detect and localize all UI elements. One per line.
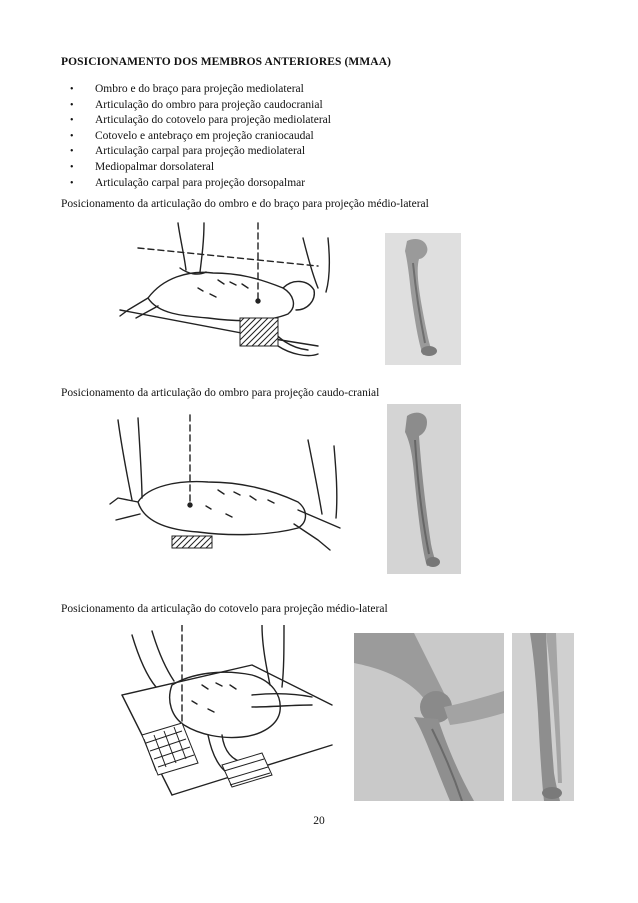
elbow-lateral-radiograph xyxy=(354,633,504,801)
bullet: • xyxy=(70,84,74,95)
list-item xyxy=(70,98,331,114)
list-item xyxy=(70,144,331,160)
elbow-lateral-positioning-drawing xyxy=(112,625,334,803)
shoulder-lateral-positioning-drawing xyxy=(118,218,338,368)
bullet: • xyxy=(70,161,74,173)
caption-elbow-mediolateral: Posicionamento da articulação do cotovelo para projeção médio-lateral xyxy=(61,603,388,615)
list-item xyxy=(70,82,331,98)
list-item-text: Articulação do cotovelo para projeção mediolateral xyxy=(95,114,331,127)
list-item xyxy=(70,113,331,129)
list-item-text: Articulação do ombro para projeção caudocranial xyxy=(95,98,323,111)
list-item-text: Articulação carpal para projeção mediolateral xyxy=(95,145,306,158)
bullet: • xyxy=(70,115,74,127)
list-item-text: Articulação carpal para projeção dorsopalmar xyxy=(95,176,306,189)
list-item-text: Ombro e do braço para projeção mediolateral xyxy=(95,83,304,95)
projection-list xyxy=(70,82,331,191)
bullet: • xyxy=(70,130,74,142)
list-item xyxy=(70,160,331,176)
bullet: • xyxy=(70,177,74,189)
shoulder-lateral-radiograph xyxy=(385,233,461,365)
page-number: 20 xyxy=(313,815,325,827)
list-item-text: Cotovelo e antebraço em projeção craniocaudal xyxy=(95,129,314,142)
caption-shoulder-caudocranial: Posicionamento da articulação do ombro para projeção caudo-cranial xyxy=(61,387,380,399)
shoulder-caudocranial-radiograph xyxy=(387,404,461,574)
antebrachium-radiograph xyxy=(512,633,574,801)
bullet: • xyxy=(70,99,74,111)
list-item xyxy=(70,176,331,192)
list-item-text: Mediopalmar dorsolateral xyxy=(95,160,215,173)
caption-shoulder-arm-mediolateral: Posicionamento da articulação do ombro e do braço para projeção médio-lateral xyxy=(61,198,429,210)
bullet: • xyxy=(70,146,74,158)
section-heading: POSICIONAMENTO DOS MEMBROS ANTERIORES (MMAA) xyxy=(61,56,392,68)
list-item xyxy=(70,129,331,145)
shoulder-caudocranial-positioning-drawing xyxy=(108,410,348,560)
